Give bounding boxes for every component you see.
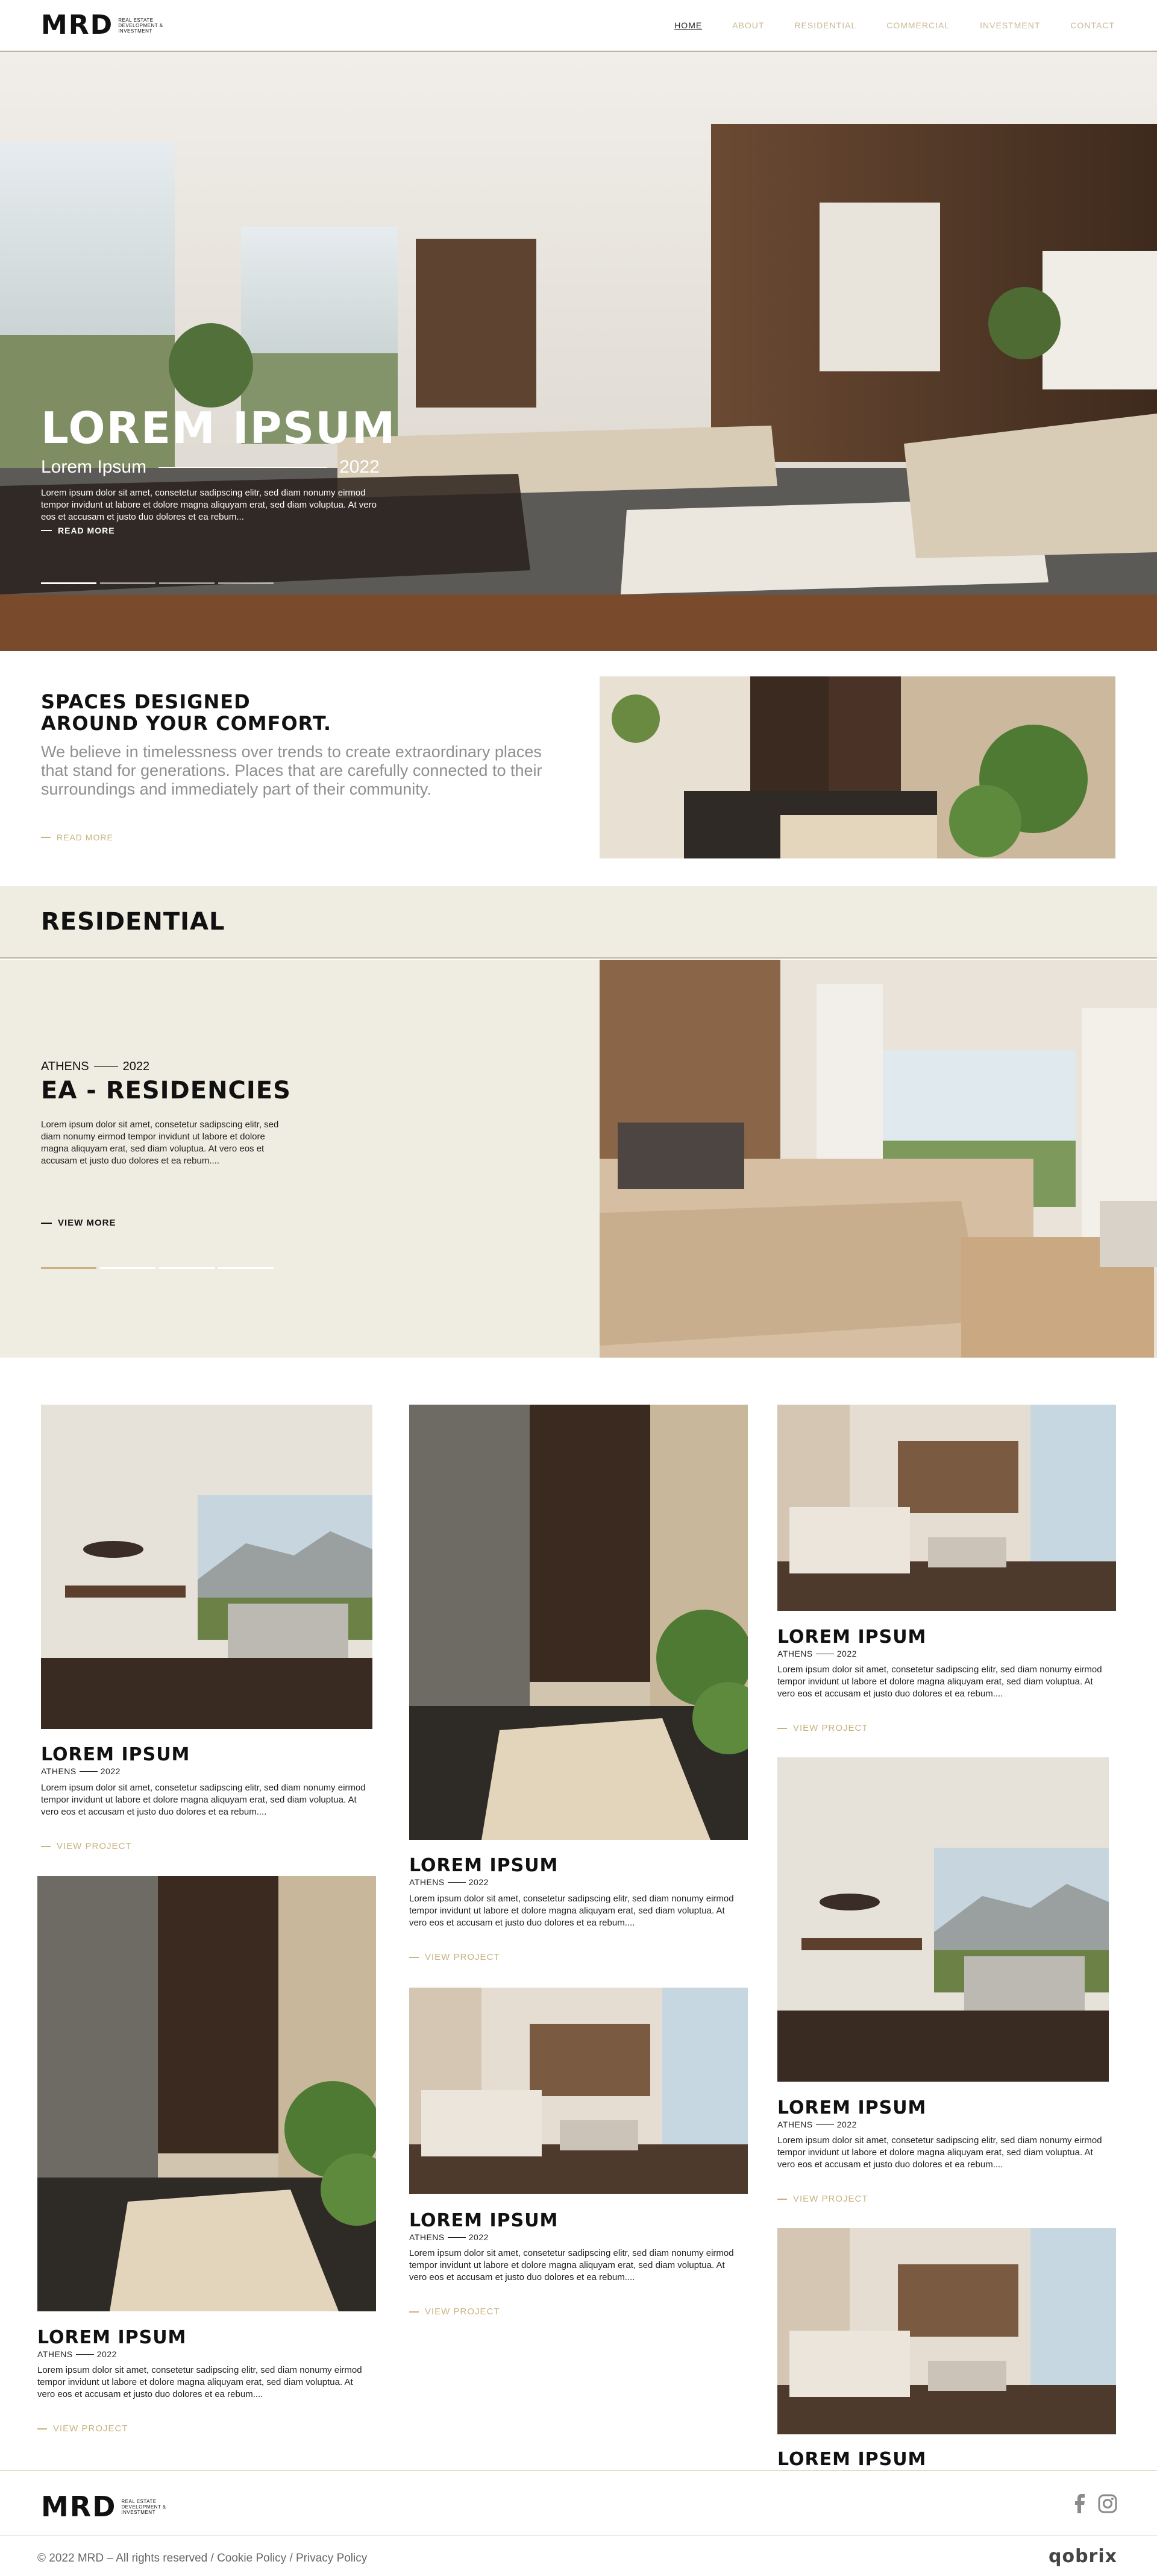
project-text: Lorem ipsum dolor sit amet, consetetur sadipscing elitr, sed diam nonumy eirmod tempor invidunt ut labore et dolore magna aliquyam erat, sed diam voluptua. At vero eos et accusam et justo duo dolores et ea rebum....	[777, 2135, 1102, 2170]
hero-title: LOREM IPSUM	[41, 403, 397, 453]
intro-read-more[interactable]	[41, 833, 113, 842]
dash-icon	[777, 1728, 787, 1729]
view-project-label: VIEW PROJECT	[793, 1723, 868, 1733]
residential-feature-image	[600, 960, 1157, 1358]
dash-icon	[409, 1957, 419, 1958]
project-year: 2022	[96, 2349, 117, 2359]
project-title: EA - RESIDENCIES	[41, 1077, 291, 1104]
project-location: ATHENS	[41, 1060, 89, 1073]
logo-tagline-line: INVESTMENT	[118, 28, 152, 34]
view-project-link[interactable]	[409, 1952, 500, 1962]
meta-divider	[80, 1771, 98, 1772]
footer-divider	[0, 2535, 1157, 2536]
dash-icon	[41, 530, 52, 531]
project-image	[41, 1405, 372, 1729]
view-project-link[interactable]	[409, 2307, 500, 2317]
logo-mark: MRD	[41, 10, 114, 40]
project-text: Lorem ipsum dolor sit amet, consetetur sadipscing elitr, sed diam nonumy eirmod tempor invidunt ut labore et dolore magna aliquyam erat, sed diam voluptua. At vero eos et accusam et justo duo dolores et ea rebum....	[41, 1120, 279, 1166]
hero-year: 2022	[339, 457, 380, 477]
copyright[interactable]: © 2022 MRD – All rights reserved / Cookie Policy / Privacy Policy	[37, 2552, 368, 2565]
intro-heading-line: AROUND YOUR COMFORT.	[41, 712, 331, 735]
project-text: Lorem ipsum dolor sit amet, consetetur sadipscing elitr, sed diam nonumy eirmod tempor invidunt ut labore et dolore magna aliquyam erat, sed diam voluptua. At vero eos et accusam et justo duo dolores et ea rebum....	[409, 1894, 734, 1928]
residential-feature	[0, 960, 1157, 1358]
project-image	[409, 1988, 748, 2194]
project-image	[777, 2228, 1116, 2434]
project-meta	[41, 1766, 121, 1776]
project-year: 2022	[836, 2120, 857, 2129]
logo[interactable]	[41, 12, 163, 39]
logo-tagline-line: REAL ESTATE	[121, 2498, 157, 2504]
feature-slider-indicator	[41, 1267, 274, 1269]
nav-investment[interactable]: INVESTMENT	[980, 20, 1041, 30]
view-project-link[interactable]	[777, 1723, 868, 1733]
project-text: Lorem ipsum dolor sit amet, consetetur sadipscing elitr, sed diam nonumy eirmod tempor invidunt ut labore et dolore magna aliquyam erat, sed diam voluptua. At vero eos et accusam et justo duo dolores et ea rebum....	[777, 1664, 1102, 1699]
meta-divider	[448, 2237, 466, 2238]
main-nav	[674, 20, 1115, 30]
slider-dot[interactable]	[218, 582, 274, 584]
view-project-label: VIEW PROJECT	[793, 2194, 868, 2204]
project-title: LOREM IPSUM	[37, 2327, 187, 2348]
hero-image	[0, 52, 1157, 651]
credit-logo[interactable]: qobrix	[1049, 2546, 1117, 2567]
hero-read-more[interactable]	[41, 526, 115, 535]
hero-subtitle-row	[41, 457, 380, 477]
instagram-icon[interactable]	[1098, 2494, 1117, 2513]
nav-contact[interactable]: CONTACT	[1070, 20, 1115, 30]
intro-heading-line: SPACES DESIGNED	[41, 690, 251, 713]
facebook-icon[interactable]	[1075, 2494, 1086, 2513]
nav-commercial[interactable]: COMMERCIAL	[886, 20, 950, 30]
view-project-link[interactable]	[41, 1841, 132, 1851]
dash-icon	[41, 1223, 52, 1224]
slider-dot[interactable]	[100, 1267, 155, 1269]
project-location: ATHENS	[37, 2349, 73, 2359]
view-more-link[interactable]	[41, 1218, 116, 1228]
residential-header	[0, 886, 1157, 959]
view-project-link[interactable]	[777, 2194, 868, 2204]
project-meta	[777, 1649, 857, 1658]
intro-heading	[41, 691, 331, 734]
view-project-label: VIEW PROJECT	[425, 1952, 500, 1962]
slider-dot[interactable]	[218, 1267, 274, 1269]
nav-home[interactable]: HOME	[674, 20, 703, 30]
hero-read-more-label: READ MORE	[58, 526, 115, 535]
project-image	[777, 1757, 1109, 2082]
project-title: LOREM IPSUM	[41, 1744, 190, 1765]
meta-divider	[816, 2124, 834, 2125]
project-title: LOREM IPSUM	[409, 2210, 559, 2231]
project-year: 2022	[836, 1649, 857, 1658]
project-title: LOREM IPSUM	[409, 1855, 559, 1876]
project-year: 2022	[468, 2232, 489, 2242]
project-meta	[409, 2232, 489, 2242]
hero-text: Lorem ipsum dolor sit amet, consetetur sadipscing elitr, sed diam nonumy eirmod tempor invidunt ut labore et dolore magna aliquyam erat, sed diam voluptua. At vero eos et accusam et justo duo dolores et ea rebum...	[41, 488, 377, 522]
site-header	[0, 0, 1157, 52]
logo-tagline	[118, 17, 163, 34]
dash-icon	[41, 1846, 51, 1847]
footer-logo[interactable]	[41, 2490, 166, 2523]
view-project-label: VIEW PROJECT	[53, 2423, 128, 2434]
residential-title: RESIDENTIAL	[41, 908, 225, 936]
intro-image	[600, 676, 1115, 858]
view-project-label: VIEW PROJECT	[425, 2307, 500, 2317]
meta-divider	[448, 1882, 466, 1883]
hero-slider-indicator	[41, 582, 274, 584]
footer-logo-tagline	[121, 2499, 166, 2515]
site-footer	[0, 2470, 1157, 2576]
project-meta	[37, 2349, 117, 2359]
view-project-link[interactable]	[37, 2423, 128, 2434]
view-more-label: VIEW MORE	[58, 1218, 116, 1228]
intro-read-more-label: READ MORE	[57, 833, 113, 842]
footer-logo-mark: MRD	[41, 2490, 117, 2523]
nav-about[interactable]: ABOUT	[732, 20, 765, 30]
nav-residential[interactable]: RESIDENTIAL	[794, 20, 857, 30]
slider-dot[interactable]	[100, 582, 155, 584]
logo-tagline-line: REAL ESTATE	[118, 17, 154, 23]
view-project-label: VIEW PROJECT	[57, 1841, 132, 1851]
project-location: ATHENS	[409, 1877, 445, 1887]
project-meta	[777, 2120, 857, 2129]
hero-slider	[0, 52, 1157, 651]
project-location: ATHENS	[41, 1766, 77, 1776]
dash-icon	[777, 2199, 787, 2200]
slider-dot[interactable]	[159, 1267, 215, 1269]
project-location: ATHENS	[777, 1649, 813, 1658]
slider-dot-active[interactable]	[41, 582, 96, 584]
project-image	[777, 1405, 1116, 1611]
project-meta	[409, 1877, 489, 1887]
project-year: 2022	[468, 1877, 489, 1887]
project-title: LOREM IPSUM	[777, 2449, 927, 2470]
slider-dot-active[interactable]	[41, 1267, 96, 1269]
intro-body: We believe in timelessness over trends to create extraordinary places that stand for generations. Places that are carefully connected to their surroundings and immediately part of their community.	[41, 743, 542, 798]
project-year: 2022	[122, 1060, 150, 1073]
dash-icon	[37, 2428, 47, 2430]
project-text: Lorem ipsum dolor sit amet, consetetur sadipscing elitr, sed diam nonumy eirmod tempor invidunt ut labore et dolore magna aliquyam erat, sed diam voluptua. At vero eos et accusam et justo duo dolores et ea rebum....	[37, 2365, 362, 2399]
hero-subtitle: Lorem Ipsum	[41, 457, 147, 477]
project-title: LOREM IPSUM	[777, 2097, 927, 2118]
project-location: ATHENS	[409, 2232, 445, 2242]
meta-divider	[76, 2354, 94, 2355]
dash-icon	[41, 837, 51, 838]
logo-tagline-line: INVESTMENT	[121, 2509, 155, 2515]
logo-tagline-line: DEVELOPMENT &	[118, 22, 163, 28]
project-image	[37, 1876, 376, 2311]
dash-icon	[409, 2311, 419, 2313]
project-text: Lorem ipsum dolor sit amet, consetetur sadipscing elitr, sed diam nonumy eirmod tempor invidunt ut labore et dolore magna aliquyam erat, sed diam voluptua. At vero eos et accusam et justo duo dolores et ea rebum....	[41, 1783, 366, 1817]
project-meta	[41, 1060, 149, 1074]
hero-divider	[158, 467, 327, 468]
project-location: ATHENS	[777, 2120, 813, 2129]
meta-divider	[94, 1066, 118, 1067]
project-year: 2022	[100, 1766, 121, 1776]
logo-tagline-line: DEVELOPMENT &	[121, 2504, 166, 2510]
project-text: Lorem ipsum dolor sit amet, consetetur sadipscing elitr, sed diam nonumy eirmod tempor invidunt ut labore et dolore magna aliquyam erat, sed diam voluptua. At vero eos et accusam et justo duo dolores et ea rebum....	[409, 2248, 734, 2282]
project-title: LOREM IPSUM	[777, 1627, 927, 1648]
slider-dot[interactable]	[159, 582, 215, 584]
project-image	[409, 1405, 748, 1840]
